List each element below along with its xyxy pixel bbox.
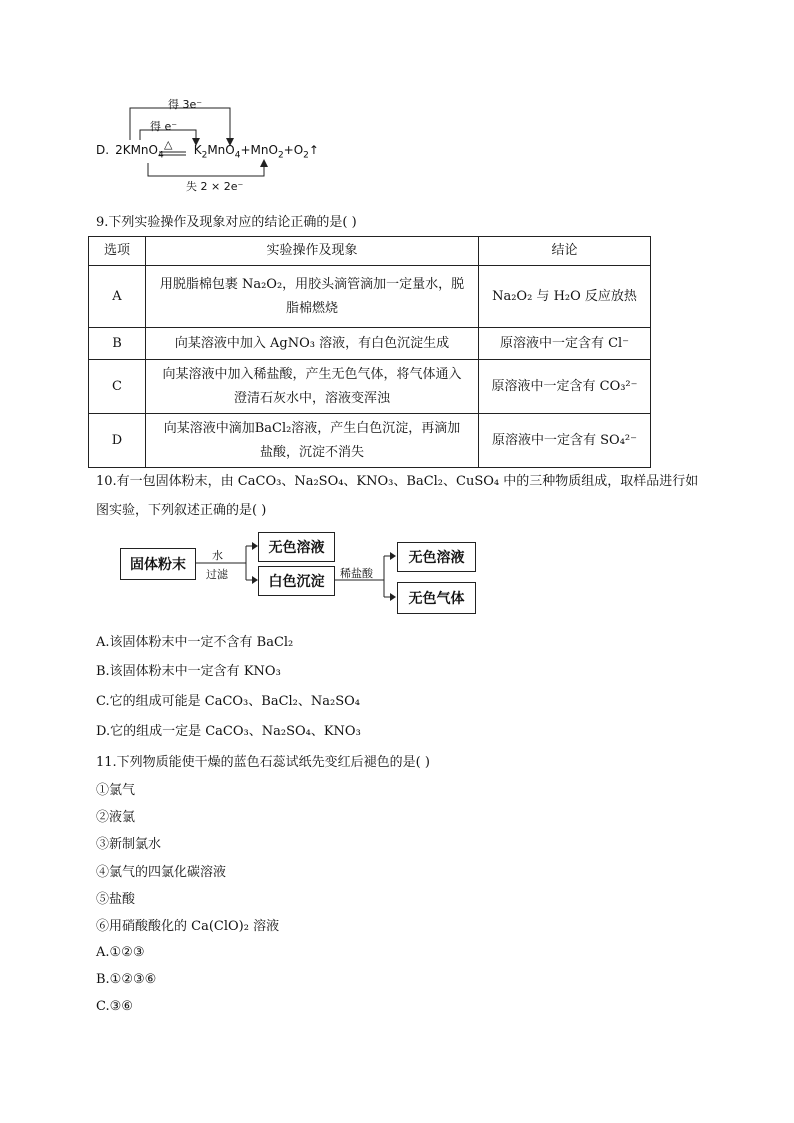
q11-item: ①氯气 [96,783,136,798]
product-o2: +O [283,143,304,157]
row-option: B [89,328,146,360]
option-label: D. [96,143,110,157]
flow-top-box: 无色溶液 [258,532,335,562]
row-option: A [89,266,146,328]
q10-option-d: D.它的组成一定是 CaCO₃、Na₂SO₄、KNO₃ [96,724,361,739]
q9-stem: 9.下列实验操作及现象对应的结论正确的是( ) [96,215,357,230]
q10-option-a: A.该固体粉末中一定不含有 BaCl₂ [96,635,294,650]
row-operation: 向某溶液中加入稀盐酸，产生无色气体，将气体通入 澄清石灰水中，溶液变浑浊 [146,360,479,414]
q10-option-b: B.该固体粉末中一定含有 KNO₃ [96,664,281,679]
gain3-label: 得 3e⁻ [168,98,203,111]
gas-arrow: ↑ [308,143,319,157]
q11-stem: 11.下列物质能使干燥的蓝色石蕊试纸先变红后褪色的是( ) [96,755,430,770]
q11-option-b: B.①②③⑥ [96,972,157,987]
heat-symbol: △ [164,138,173,151]
q11-item: ⑥用硝酸酸化的 Ca(ClO)₂ 溶液 [96,919,280,934]
row-conclusion: 原溶液中一定含有 SO₄²⁻ [479,414,651,468]
row-conclusion: Na₂O₂ 与 H₂O 反应放热 [479,266,651,328]
flow-acid-label: 稀盐酸 [340,567,373,580]
row-operation: 向某溶液中加入 AgNO₃ 溶液，有白色沉淀生成 [146,328,479,360]
row-operation: 用脱脂棉包裹 Na₂O₂，用胶头滴管滴加一定量水，脱 脂棉燃烧 [146,266,479,328]
header-operation: 实验操作及现象 [146,237,479,266]
row-operation: 向某溶液中滴加BaCl₂溶液，产生白色沉淀，再滴加 盐酸，沉淀不消失 [146,414,479,468]
q10-stem-line2: 图实验，下列叙述正确的是( ) [96,503,267,518]
flow-filter-label: 过滤 [206,568,228,581]
q8d-equation: D. 2KMnO$_4$ $K_2MnO_4+MnO_2+O_2↑$ [96,143,319,161]
row-conclusion: 原溶液中一定含有 Cl⁻ [479,328,651,360]
row-conclusion: 原溶液中一定含有 CO₃²⁻ [479,360,651,414]
flow-start-box: 固体粉末 [120,548,196,580]
flow-water-label: 水 [212,549,223,562]
q11-item: ③新制氯水 [96,837,162,852]
header-option: 选项 [89,237,146,266]
loss-label: 失 2 × 2e⁻ [186,180,244,193]
row-option: D [89,414,146,468]
flow-right-top-box: 无色溶液 [397,542,476,572]
q10-stem-line1: 10.有一包固体粉末，由 CaCO₃、Na₂SO₄、KNO₃、BaCl₂、CuSO₄ 中的三种物质组成，取样品进行如 [96,474,699,489]
header-conclusion: 结论 [479,237,651,266]
flow-right-bottom-box: 无色气体 [397,582,476,614]
q11-item: ④氯气的四氯化碳溶液 [96,865,227,880]
product-mno2: +MnO [240,143,278,157]
row-option: C [89,360,146,414]
flow-bottom-box: 白色沉淀 [258,566,335,596]
product-k2mno4: K [193,143,202,157]
reactant: 2KMnO [115,143,158,157]
q11-item: ⑤盐酸 [96,892,136,907]
q10-option-c: C.它的组成可能是 CaCO₃、BaCl₂、Na₂SO₄ [96,694,360,709]
q11-item: ②液氯 [96,810,136,825]
q11-option-a: A.①②③ [96,945,145,960]
q11-option-c: C.③⑥ [96,999,133,1014]
gain1-label: 得 e⁻ [150,120,178,133]
